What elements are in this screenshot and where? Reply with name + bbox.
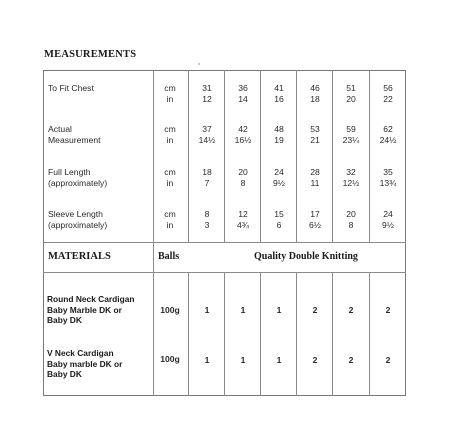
column-divider: [369, 272, 370, 396]
material-weight: 100g: [160, 305, 180, 315]
column-divider: [296, 272, 297, 396]
row-label-actual-measurement: Actual Measurement: [48, 124, 101, 145]
value-cell: 46: [310, 83, 320, 93]
value-cell: 8: [348, 220, 354, 230]
value-cell: 12: [238, 209, 248, 219]
quality-header: Quality Double Knitting: [254, 251, 358, 262]
balls-cell: 1: [240, 305, 246, 315]
value-cell: 9½: [273, 178, 285, 188]
column-divider: [188, 272, 189, 396]
value-cell: 15: [274, 209, 284, 219]
column-divider: [224, 272, 225, 396]
material-weight: 100g: [160, 354, 180, 364]
unit-cm: cm: [164, 124, 176, 134]
value-cell: 19: [274, 135, 284, 145]
value-cell: 24½: [379, 135, 397, 145]
value-cell: 31: [202, 83, 212, 93]
value-cell: 12½: [342, 178, 360, 188]
value-cell: 14½: [198, 135, 216, 145]
column-divider: [332, 272, 333, 396]
value-cell: 20: [238, 167, 248, 177]
value-cell: 56: [383, 83, 393, 93]
materials-title: MATERIALS: [48, 251, 111, 262]
value-cell: 51: [346, 83, 356, 93]
value-cell: 9½: [382, 220, 394, 230]
value-cell: 21: [310, 135, 320, 145]
value-cell: 37: [202, 124, 212, 134]
row-divider: [43, 272, 406, 273]
value-cell: 17: [310, 209, 320, 219]
measurements-title: MEASUREMENTS: [44, 49, 137, 60]
material-label-round-neck: Round Neck Cardigan Baby Marble DK or Baby DK: [47, 294, 135, 325]
balls-cell: 2: [348, 355, 354, 365]
unit-cm: cm: [164, 167, 176, 177]
value-cell: 28: [310, 167, 320, 177]
value-cell: 8: [240, 178, 246, 188]
balls-cell: 2: [385, 305, 391, 315]
unit-in: in: [166, 220, 174, 230]
value-cell: 20: [346, 94, 356, 104]
value-cell: 16½: [234, 135, 252, 145]
balls-header: Balls: [158, 251, 180, 262]
balls-cell: 1: [204, 355, 210, 365]
value-cell: 32: [346, 167, 356, 177]
row-divider: [43, 242, 406, 243]
value-cell: 7: [204, 178, 210, 188]
value-cell: 18: [202, 167, 212, 177]
value-cell: 53: [310, 124, 320, 134]
unit-cm: cm: [164, 209, 176, 219]
value-cell: 13¾: [379, 178, 397, 188]
row-label-full-length: Full Length (approximately): [48, 167, 108, 188]
value-cell: 41: [274, 83, 284, 93]
balls-cell: 2: [348, 305, 354, 315]
value-cell: 6½: [309, 220, 321, 230]
value-cell: 23¼: [342, 135, 360, 145]
value-cell: 62: [383, 124, 393, 134]
unit-cm: cm: [164, 83, 176, 93]
balls-cell: 2: [312, 355, 318, 365]
value-cell: 20: [346, 209, 356, 219]
value-cell: 48: [274, 124, 284, 134]
value-cell: 35: [383, 167, 393, 177]
balls-cell: 1: [240, 355, 246, 365]
row-label-to-fit-chest: To Fit Chest: [48, 83, 94, 93]
unit-in: in: [166, 94, 174, 104]
material-label-v-neck: V Neck Cardigan Baby marble DK or Baby DK: [47, 348, 123, 379]
balls-cell: 1: [204, 305, 210, 315]
column-divider: [153, 70, 154, 396]
value-cell: 24: [383, 209, 393, 219]
value-cell: 8: [204, 209, 210, 219]
value-cell: 24: [274, 167, 284, 177]
value-cell: 18: [310, 94, 320, 104]
value-cell: 14: [238, 94, 248, 104]
value-cell: 22: [383, 94, 393, 104]
value-cell: 4¾: [237, 220, 249, 230]
value-cell: 6: [276, 220, 282, 230]
value-cell: 3: [204, 220, 210, 230]
balls-cell: 2: [385, 355, 391, 365]
unit-in: in: [166, 135, 174, 145]
column-divider: [260, 272, 261, 396]
value-cell: 59: [346, 124, 356, 134]
balls-cell: 1: [276, 305, 282, 315]
unit-in: in: [166, 178, 174, 188]
balls-cell: 1: [276, 355, 282, 365]
balls-cell: 2: [312, 305, 318, 315]
value-cell: 42: [238, 124, 248, 134]
row-label-sleeve-length: Sleeve Length (approximately): [48, 209, 108, 230]
value-cell: 36: [238, 83, 248, 93]
value-cell: 16: [274, 94, 284, 104]
value-cell: 12: [202, 94, 212, 104]
decorative-dot: [198, 63, 200, 65]
value-cell: 11: [310, 178, 320, 188]
